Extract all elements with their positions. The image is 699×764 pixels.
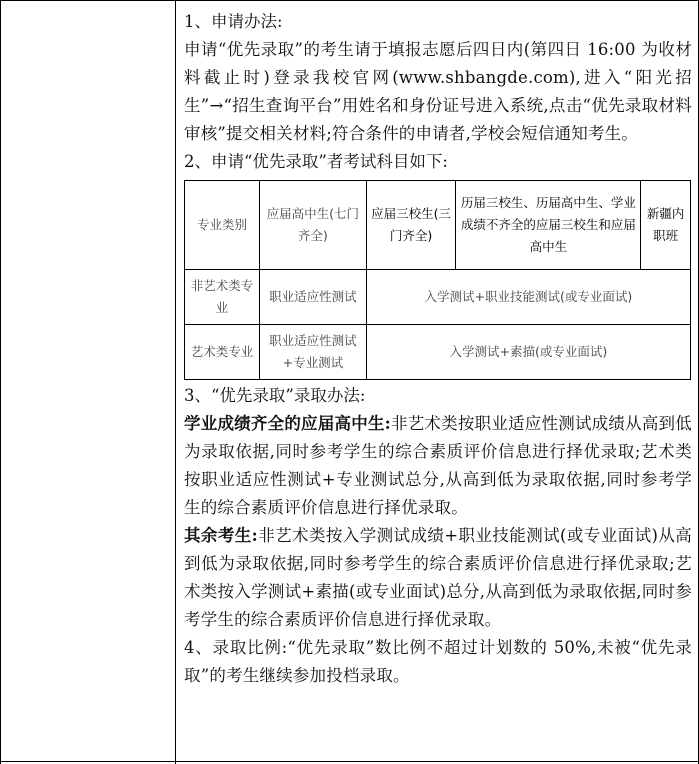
para-2-lead: 其余考生:	[184, 526, 258, 545]
row-category: 艺术类专业	[185, 325, 260, 380]
section-1-body: 申请“优先录取”的考生请于填报志愿后四日内(第四日 16:00 为收材料截止时)登录我校官网(www.shbangde.com),进入“阳光招生”→“招生查询平台”用姓名和身份证号进入系统,点击“优先录取材料审核”提交相关材料;符合条件的申请者,学校会短信通知考生。	[184, 40, 692, 143]
section-2-heading: 2、申请“优先录取”者考试科目如下:	[184, 152, 448, 171]
section-3-heading: 3、“优先录取”录取办法:	[184, 386, 366, 405]
exam-subjects-table	[184, 180, 691, 380]
section-3-para-1	[184, 410, 692, 522]
row-highschool-exam: 职业适应性测试	[260, 270, 367, 325]
table-border-bottom	[0, 761, 699, 762]
table-border-top	[0, 0, 699, 1]
header-category: 专业类别	[185, 181, 260, 270]
section-3-para-2	[184, 522, 692, 634]
exam-table-row-nonart	[185, 270, 691, 325]
row-merged-exam: 入学测试+素描(或专业面试)	[366, 325, 690, 380]
right-cell-content	[184, 8, 692, 690]
exam-table-header-row	[185, 181, 691, 270]
para-2-text: 非艺术类按入学测试成绩+职业技能测试(或专业面试)从高到低为录取依据,同时参考学生的综合素质评价信息进行择优录取;艺术类按入学测试+素描(或专业面试)总分,从高到低为录取依据,同时参考学生的综合素质评价信息进行择优录取。	[184, 526, 692, 629]
header-others: 历届三校生、历届高中生、学业成绩不齐全的应届三校生和应届高中生	[456, 181, 641, 270]
header-fresh-vocational: 应届三校生(三门齐全)	[366, 181, 456, 270]
section-4-body: 4、录取比例:“优先录取”数比例不超过计划数的 50%,未被“优先录取”的考生继续参加投档录取。	[184, 638, 692, 685]
para-1-text: 非艺术类按职业适应性测试成绩从高到低为录取依据,同时参考学生的综合素质评价信息进行择优录取;艺术类按职业适应性测试+专业测试总分,从高到低为录取依据,同时参考学生的综合素质评价信息进行择优录取。	[184, 414, 692, 517]
para-1-lead: 学业成绩齐全的应届高中生:	[184, 414, 391, 433]
header-xinjiang: 新疆内职班	[641, 181, 691, 270]
row-highschool-exam: 职业适应性测试+专业测试	[260, 325, 367, 380]
row-merged-exam: 入学测试+职业技能测试(或专业面试)	[366, 270, 690, 325]
header-fresh-highschool: 应届高中生(七门齐全)	[260, 181, 367, 270]
section-1-heading: 1、申请办法:	[184, 12, 283, 31]
exam-table-row-art	[185, 325, 691, 380]
table-border-divider	[175, 0, 176, 764]
row-category: 非艺术类专业	[185, 270, 260, 325]
table-border-left	[0, 0, 1, 764]
